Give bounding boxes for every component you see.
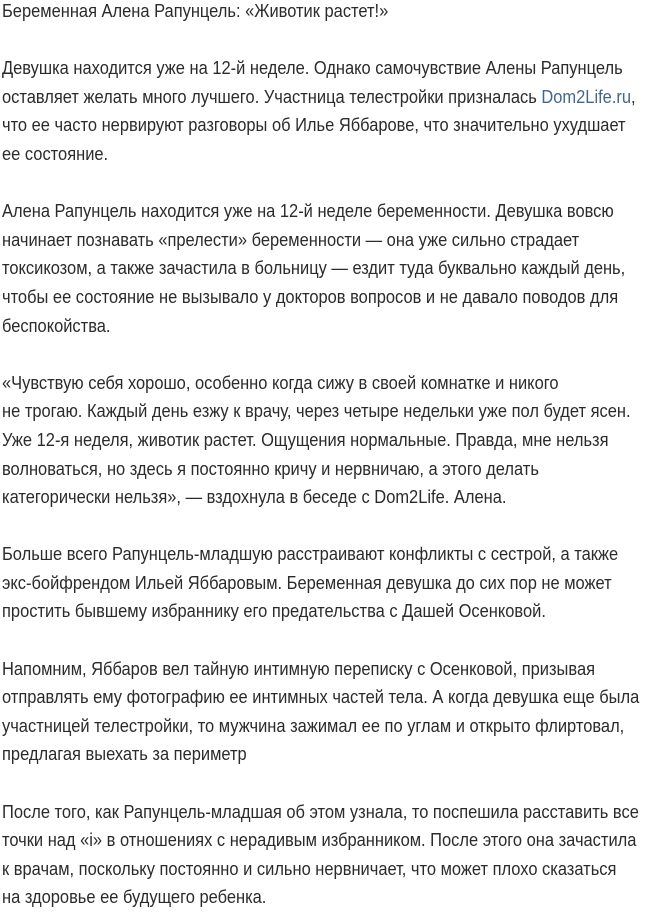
- paragraph-line: «Чувствую себя хорошо, особенно когда сижу в своей комнатке и никого: [2, 372, 559, 393]
- paragraph-line: волноваться, но здесь я постоянно кричу и нервничаю, а этого делать: [2, 458, 539, 479]
- paragraph-line: к врачам, поскольку постоянно и сильно нервничает, что может плохо сказаться: [2, 858, 617, 879]
- dom2life-link[interactable]: Dom2Life.ru: [541, 86, 632, 107]
- paragraph-line: После того, как Рапунцель-младшая об этом узнала, то поспешила расставить все: [2, 801, 639, 822]
- paragraph-line: экс-бойфрендом Ильей Яббаровым. Беременная девушка до сих пор не может: [2, 572, 612, 593]
- paragraph-line: Алена Рапунцель находится уже на 12-й неделе беременности. Девушка вовсю: [2, 201, 614, 222]
- paragraph-line: Напомним, Яббаров вел тайную интимную переписку с Осенковой, призывая: [2, 658, 596, 679]
- paragraph-line: ее состояние.: [2, 143, 109, 164]
- paragraph-line: токсикозом, а также зачастила в больницу — ездит туда буквально каждый день,: [2, 258, 626, 279]
- paragraph-line: точки над «i» в отношениях с нерадивым избранником. После этого она зачастила: [2, 830, 637, 851]
- paragraph-line: Девушка находится уже на 12-й неделе. Однако самочувствие Алены Рапунцель: [2, 58, 623, 79]
- paragraph-line: беспокойства.: [2, 315, 111, 336]
- paragraph-line: что ее часто нервируют разговоры об Илье Яббарове, что значительно ухудшает: [2, 115, 626, 136]
- paragraph-1: [2, 54, 670, 168]
- paragraph-line-text: оставляет желать много лучшего. Участница телестройки призналась: [2, 86, 542, 107]
- paragraph-line: Больше всего Рапунцель-младшую расстраивают конфликты с сестрой, а также: [2, 544, 619, 565]
- paragraph-5: [2, 655, 670, 769]
- paragraph-6: [2, 798, 670, 912]
- paragraph-line: не трогаю. Каждый день езжу к врачу, через четыре недельки уже пол будет ясен.: [2, 401, 631, 422]
- paragraph-line: начинает познавать «прелести» беременности — она уже сильно страдает: [2, 229, 580, 250]
- paragraph-2: [2, 197, 670, 340]
- paragraph-line: предлагая выехать за периметр: [2, 744, 247, 765]
- paragraph-line: простить бывшему избраннику его предательства с Дашей Осенковой.: [2, 601, 546, 622]
- paragraph-line: участницей телестройки, то мужчина зажимал ее по углам и открыто флиртовал,: [2, 715, 625, 736]
- paragraph-line: отправлять ему фотографию ее интимных частей тела. А когда девушка еще была: [2, 687, 640, 708]
- paragraph-line: чтобы ее состояние не вызывало у докторов вопросов и не давало поводов для: [2, 286, 619, 307]
- article: [2, 0, 670, 912]
- paragraph-4: [2, 540, 670, 626]
- paragraph-line: Уже 12-я неделя, животик растет. Ощущения нормальные. Правда, мне нельзя: [2, 429, 609, 450]
- paragraph-line: на здоровье ее будущего ребенка.: [2, 887, 267, 908]
- comma: ,: [631, 86, 636, 107]
- paragraph-line: категорически нельзя», — вздохнула в беседе с Dom2Life. Алена.: [2, 487, 507, 508]
- article-title: Беременная Алена Рапунцель: «Животик растет!»: [2, 1, 389, 21]
- paragraph-line: [2, 83, 670, 112]
- paragraph-3-quote: [2, 369, 670, 512]
